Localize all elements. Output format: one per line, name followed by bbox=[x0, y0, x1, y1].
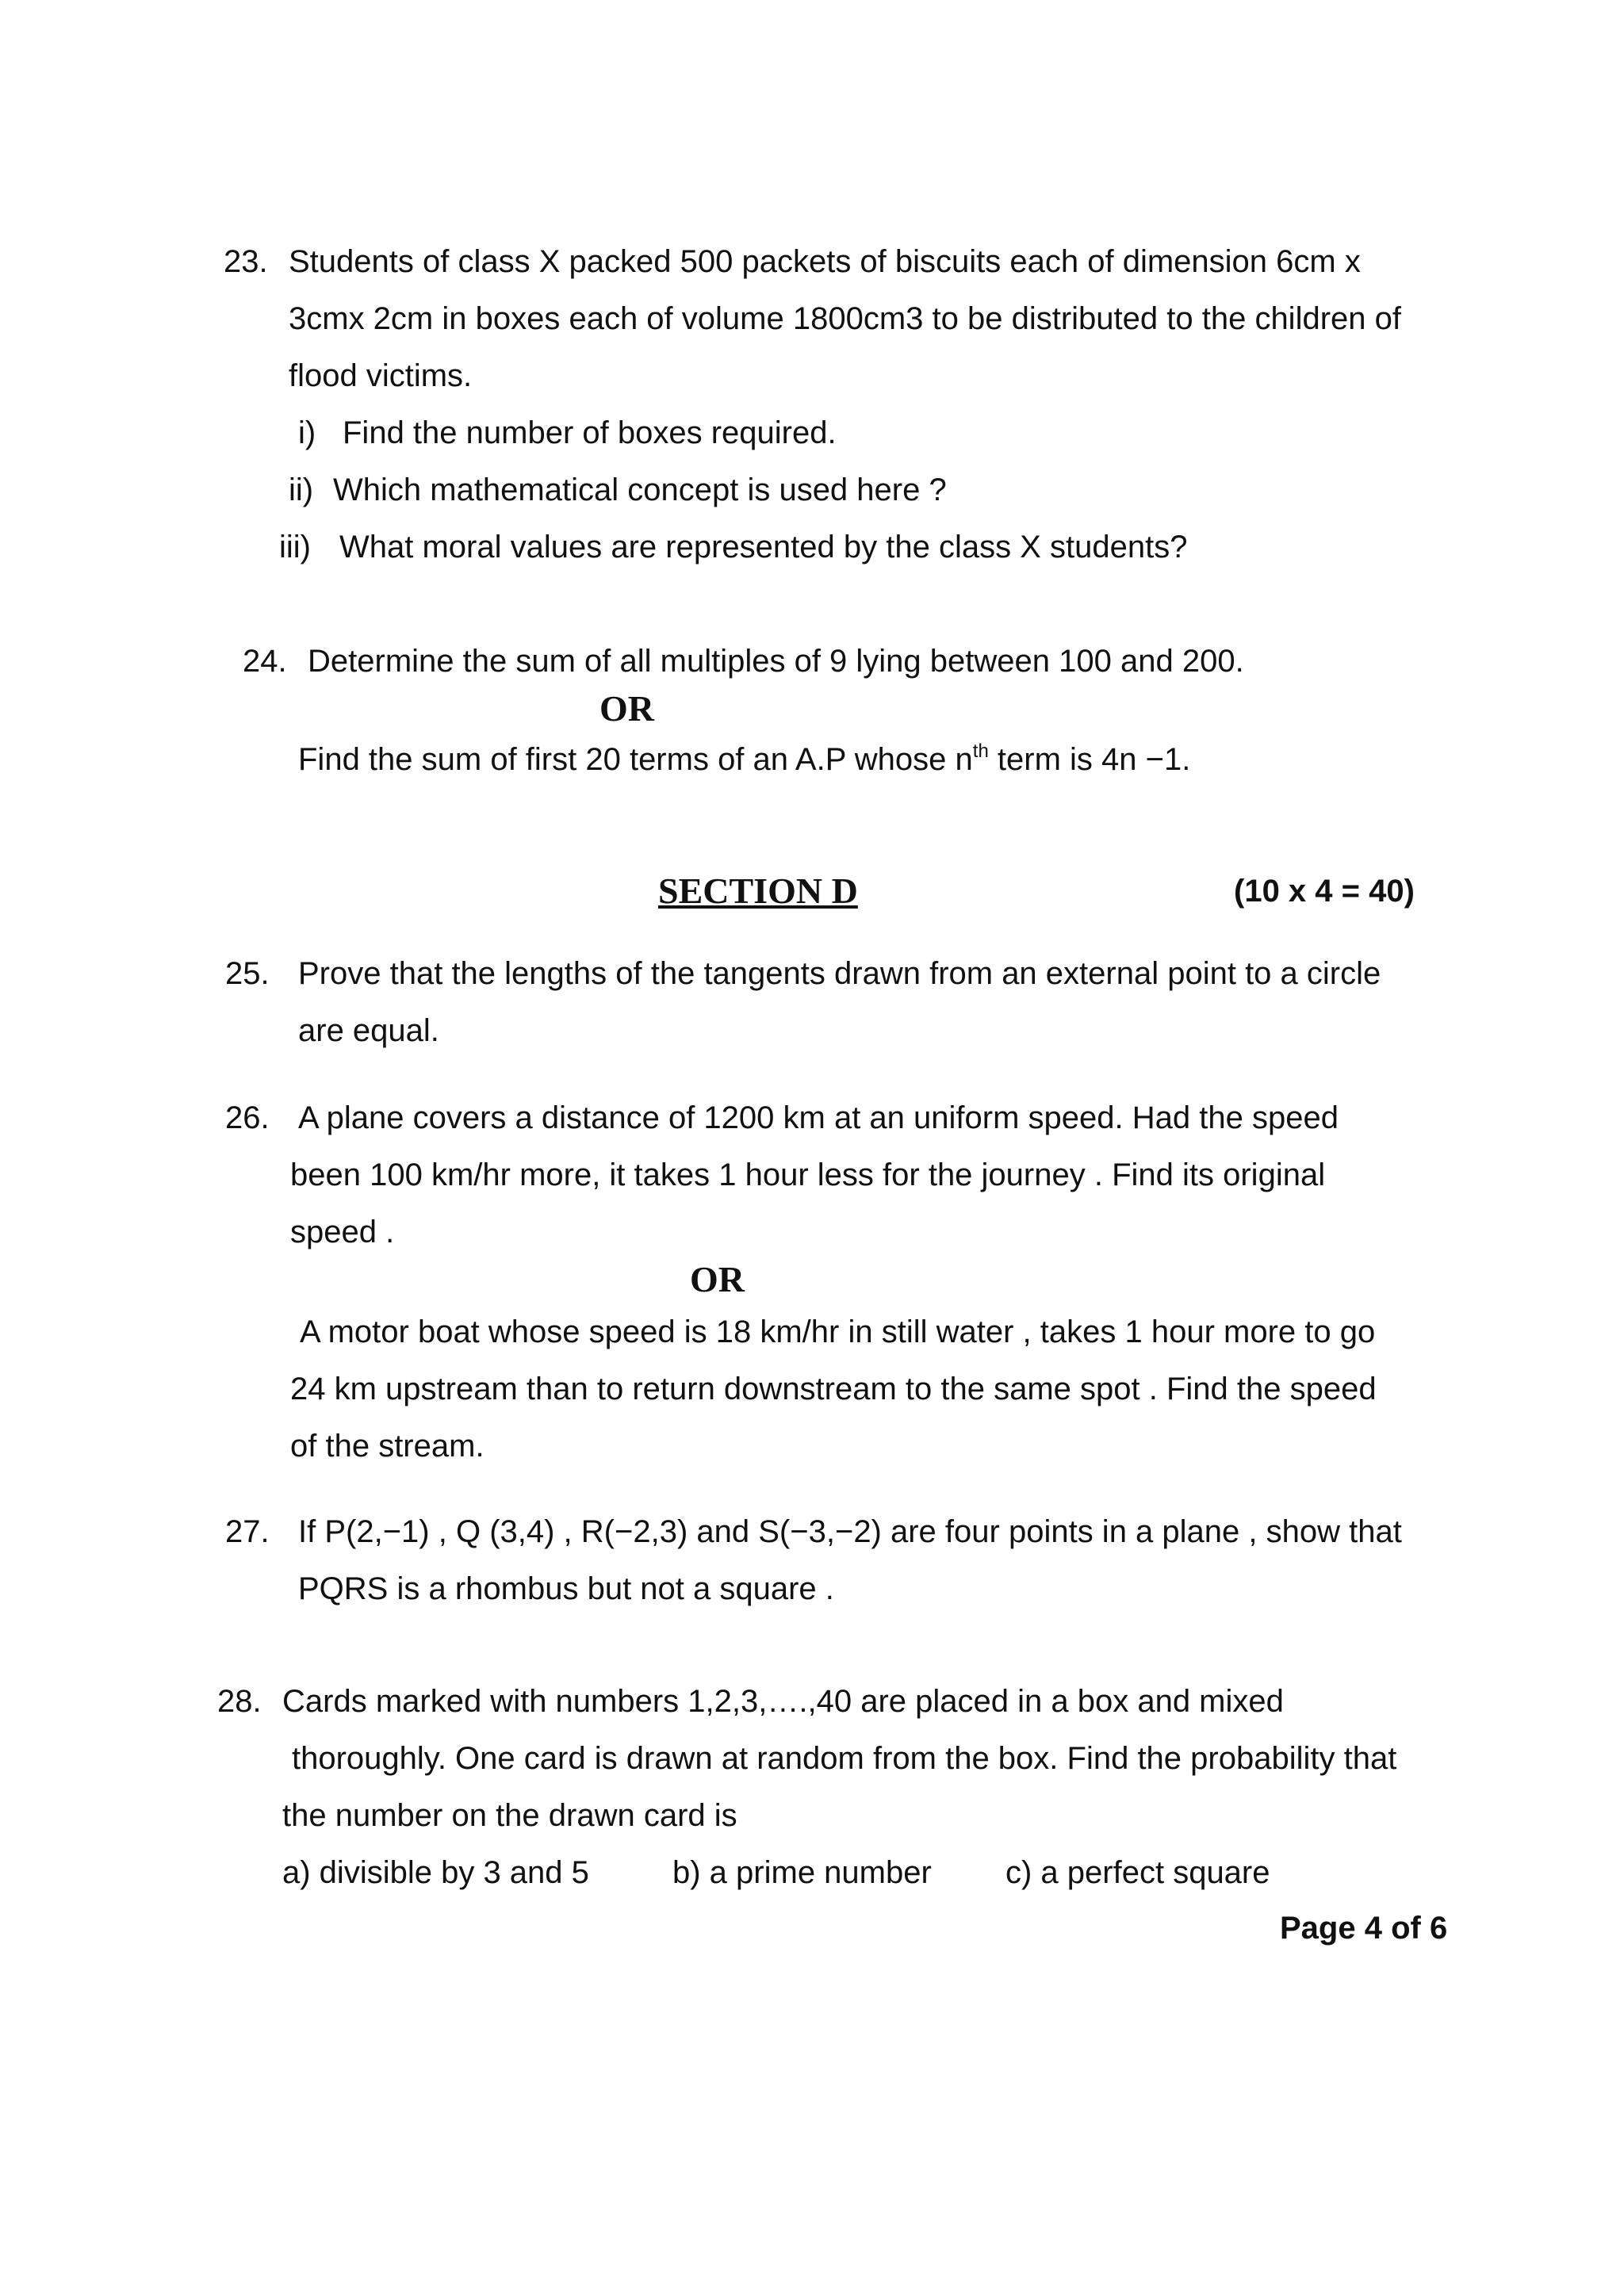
sub-part-text: Find the number of boxes required. bbox=[343, 415, 837, 450]
question-text-line: thoroughly. One card is drawn at random from the box. Find the probability that bbox=[292, 1741, 1397, 1776]
question-text-line: speed . bbox=[290, 1215, 395, 1249]
question-text-line: If P(2,−1) , Q (3,4) , R(−2,3) and S(−3,−2) are four points in a plane , show that bbox=[298, 1514, 1402, 1549]
option-c: c) a perfect square bbox=[1005, 1855, 1270, 1890]
or-separator: OR bbox=[599, 688, 654, 729]
question-number: 24. bbox=[243, 644, 287, 679]
sub-part-text: What moral values are represented by the class X students? bbox=[339, 530, 1188, 564]
question-number: 23. bbox=[224, 244, 268, 279]
question-text-line: Determine the sum of all multiples of 9 lying between 100 and 200. bbox=[308, 644, 1244, 679]
question-text-line: Prove that the lengths of the tangents drawn from an external point to a circle bbox=[298, 956, 1381, 991]
question-number: 26. bbox=[225, 1100, 270, 1135]
sub-part-text: Which mathematical concept is used here ? bbox=[333, 473, 947, 507]
question-text-line: the number on the drawn card is bbox=[282, 1798, 737, 1833]
alternate-question-line: of the stream. bbox=[290, 1429, 485, 1464]
question-text-line: are equal. bbox=[298, 1013, 439, 1048]
section-title: SECTION D bbox=[658, 871, 858, 911]
question-text-line: 3cmx 2cm in boxes each of volume 1800cm3 to be distributed to the children of bbox=[289, 301, 1401, 336]
alt-text-before: Find the sum of first 20 terms of an A.P whose n bbox=[298, 742, 973, 777]
page-number: Page 4 of 6 bbox=[1280, 1911, 1448, 1946]
option-b: b) a prime number bbox=[672, 1855, 932, 1890]
section-marks: (10 x 4 = 40) bbox=[1234, 874, 1415, 909]
superscript: th bbox=[972, 740, 989, 762]
alt-text-after: term is 4n −1. bbox=[988, 742, 1191, 777]
option-a: a) divisible by 3 and 5 bbox=[282, 1855, 589, 1890]
question-number: 28. bbox=[217, 1684, 262, 1719]
question-number: 27. bbox=[225, 1514, 270, 1549]
or-separator: OR bbox=[690, 1259, 745, 1299]
alternate-question-line bbox=[298, 731, 1190, 788]
question-text-line: PQRS is a rhombus but not a square . bbox=[298, 1571, 834, 1606]
sub-part-label: ii) bbox=[289, 473, 314, 507]
sub-part-label: iii) bbox=[279, 530, 311, 564]
sub-part-label: i) bbox=[298, 415, 316, 450]
question-text-line: flood victims. bbox=[289, 358, 473, 393]
question-number: 25. bbox=[225, 956, 270, 991]
question-text-line: Cards marked with numbers 1,2,3,….,40 are placed in a box and mixed bbox=[282, 1684, 1284, 1719]
question-text-line: A plane covers a distance of 1200 km at an uniform speed. Had the speed bbox=[298, 1100, 1339, 1135]
question-text-line: been 100 km/hr more, it takes 1 hour less for the journey . Find its original bbox=[290, 1158, 1326, 1192]
alternate-question-line: 24 km upstream than to return downstream to the same spot . Find the speed bbox=[290, 1372, 1377, 1406]
alternate-question-line: A motor boat whose speed is 18 km/hr in still water , takes 1 hour more to go bbox=[300, 1314, 1376, 1349]
question-text-line: Students of class X packed 500 packets of biscuits each of dimension 6cm x bbox=[289, 244, 1361, 279]
